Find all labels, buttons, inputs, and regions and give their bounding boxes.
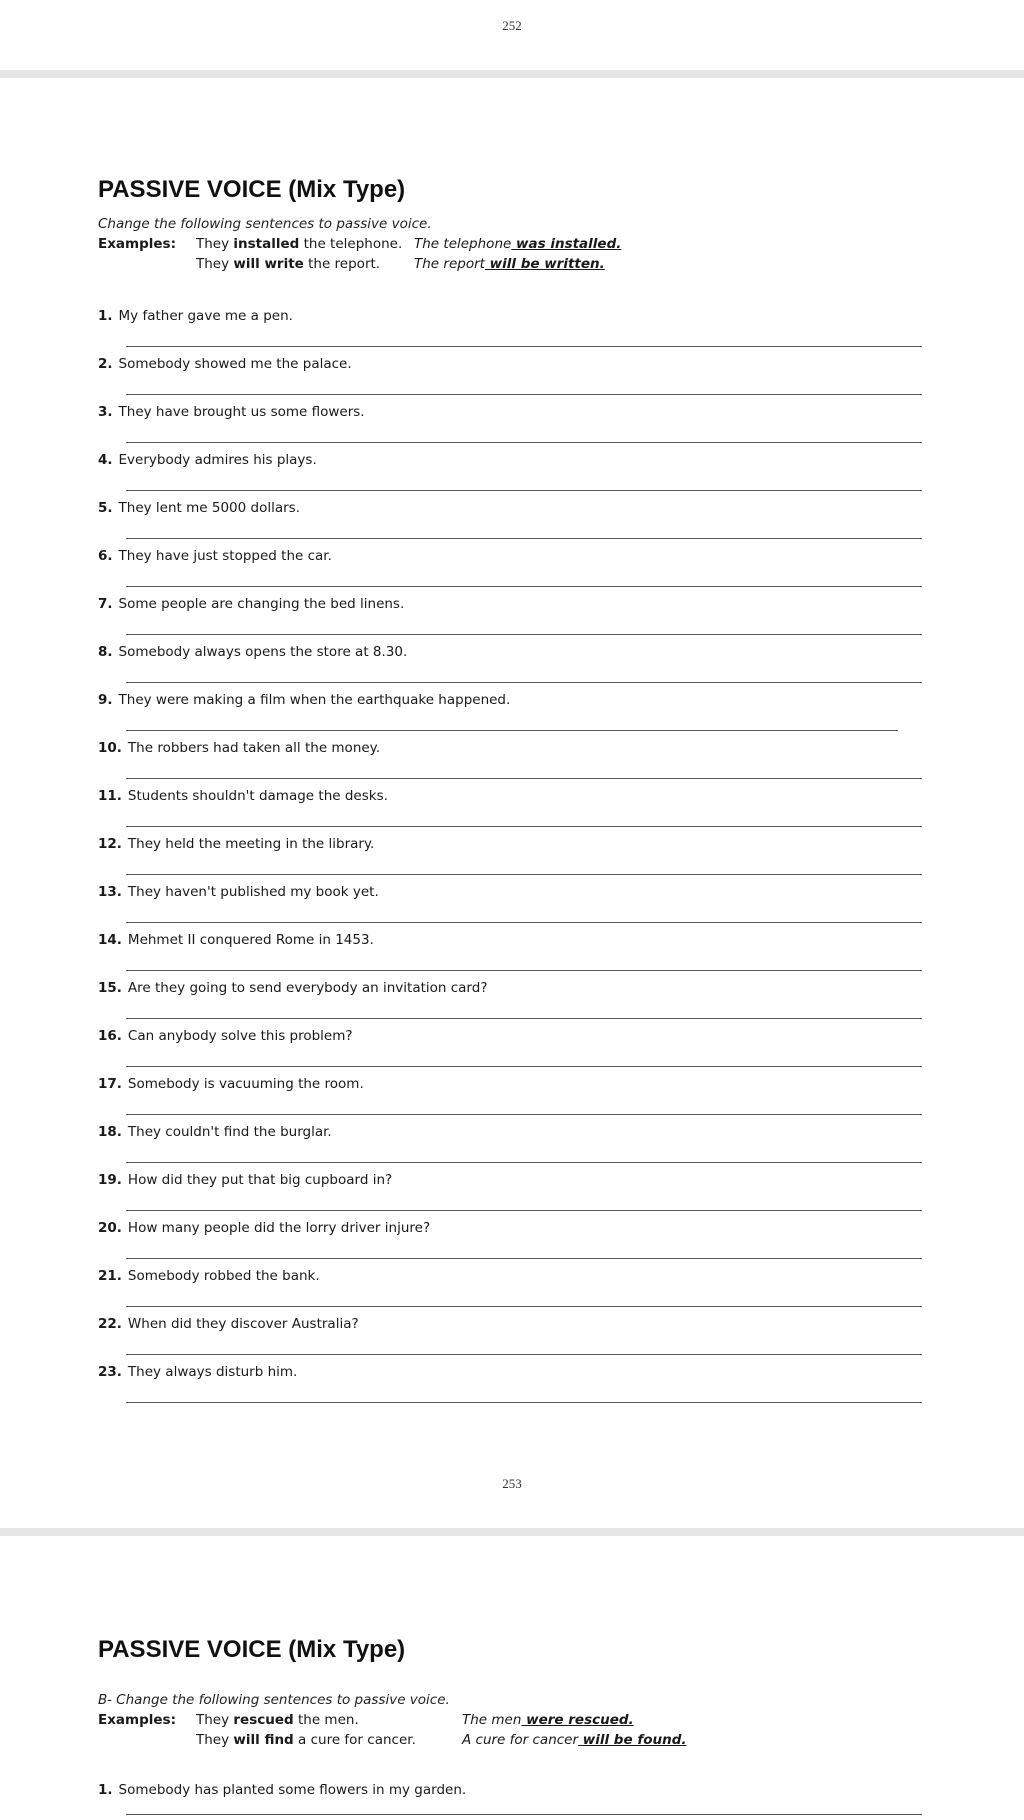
question-text: Somebody has planted some flowers in my garden.	[118, 1782, 467, 1798]
answer-line[interactable]	[126, 1018, 922, 1019]
examples-label: Examples:	[98, 1712, 176, 1728]
answer-line[interactable]	[126, 1354, 922, 1355]
question-number: 9.	[98, 692, 113, 708]
question-item	[98, 548, 332, 564]
page-number: 253	[502, 1476, 522, 1491]
question-text: When did they discover Australia?	[127, 1316, 359, 1332]
example-answer	[462, 1712, 634, 1728]
question-text: Somebody showed me the palace.	[118, 356, 352, 372]
answer-line[interactable]	[126, 778, 922, 779]
question-text: They couldn't find the burglar.	[127, 1124, 332, 1140]
question-text: Students shouldn't damage the desks.	[127, 788, 388, 804]
example-text: They	[196, 1732, 234, 1748]
example-sentence	[196, 1712, 359, 1728]
example-answer-verb: will be found.	[578, 1732, 687, 1748]
page-title: PASSIVE VOICE (Mix Type)	[98, 1636, 406, 1663]
question-item	[98, 788, 388, 804]
question-number: 8.	[98, 644, 113, 660]
question-item	[98, 596, 404, 612]
example-verb: will find	[233, 1732, 294, 1748]
example-answer	[462, 1732, 686, 1748]
instruction: B- Change the following sentences to passive voice.	[98, 1692, 450, 1708]
example-sentence	[196, 256, 380, 272]
question-item	[98, 308, 293, 324]
question-number: 1.	[98, 308, 113, 324]
question-text: Everybody admires his plays.	[118, 452, 317, 468]
answer-line[interactable]	[126, 634, 922, 635]
question-item	[98, 1028, 353, 1044]
example-text: a cure for cancer.	[293, 1732, 416, 1748]
example-sentence	[196, 1732, 416, 1748]
question-text: They always disturb him.	[127, 1364, 298, 1380]
question-text: They have brought us some flowers.	[118, 404, 365, 420]
example-text: They	[196, 1712, 234, 1728]
answer-line[interactable]	[126, 970, 922, 971]
question-item	[98, 836, 374, 852]
question-item	[98, 1316, 359, 1332]
question-item	[98, 932, 374, 948]
answer-line[interactable]	[126, 730, 898, 731]
answer-line[interactable]	[126, 1114, 922, 1115]
question-number: 6.	[98, 548, 113, 564]
answer-line[interactable]	[126, 1162, 922, 1163]
answer-line[interactable]	[126, 826, 922, 827]
question-number: 17.	[98, 1076, 122, 1092]
question-item	[98, 644, 407, 660]
example-text: They	[196, 236, 234, 252]
instruction: Change the following sentences to passive voice.	[98, 216, 432, 232]
example-answer-subject: The telephone	[414, 236, 512, 252]
question-number: 15.	[98, 980, 122, 996]
question-text: My father gave me a pen.	[118, 308, 293, 324]
question-number: 18.	[98, 1124, 122, 1140]
question-number: 7.	[98, 596, 113, 612]
question-item	[98, 1124, 332, 1140]
answer-line[interactable]	[126, 586, 922, 587]
question-text: They have just stopped the car.	[118, 548, 332, 564]
answer-line[interactable]	[126, 922, 922, 923]
example-answer-subject: The report	[414, 256, 485, 272]
question-number: 20.	[98, 1220, 122, 1236]
question-number: 11.	[98, 788, 122, 804]
question-item	[98, 1220, 430, 1236]
question-item	[98, 404, 365, 420]
example-sentence	[196, 236, 402, 252]
question-item	[98, 452, 317, 468]
answer-line[interactable]	[126, 1814, 922, 1815]
question-number: 4.	[98, 452, 113, 468]
example-text: the report.	[303, 256, 381, 272]
question-number: 22.	[98, 1316, 122, 1332]
question-item	[98, 692, 510, 708]
question-number: 3.	[98, 404, 113, 420]
example-answer-verb: was installed.	[511, 236, 622, 252]
question-text: Mehmet II conquered Rome in 1453.	[127, 932, 374, 948]
question-item	[98, 1782, 466, 1798]
page-title: PASSIVE VOICE (Mix Type)	[98, 176, 406, 203]
page-separator	[0, 1528, 1024, 1536]
question-item	[98, 740, 380, 756]
question-item	[98, 1268, 320, 1284]
question-text: Can anybody solve this problem?	[127, 1028, 353, 1044]
question-item	[98, 980, 488, 996]
question-text: How many people did the lorry driver injure?	[127, 1220, 431, 1236]
answer-line[interactable]	[126, 682, 922, 683]
page-number: 252	[502, 18, 522, 33]
question-number: 2.	[98, 356, 113, 372]
question-text: Some people are changing the bed linens.	[118, 596, 405, 612]
question-text: The robbers had taken all the money.	[127, 740, 381, 756]
example-answer-verb: were rescued.	[521, 1712, 634, 1728]
question-item	[98, 1364, 297, 1380]
answer-line[interactable]	[126, 538, 922, 539]
question-number: 19.	[98, 1172, 122, 1188]
question-item	[98, 1076, 364, 1092]
question-text: They were making a film when the earthquake happened.	[118, 692, 511, 708]
answer-line[interactable]	[126, 1066, 922, 1067]
question-text: They lent me 5000 dollars.	[118, 500, 300, 516]
question-text: Somebody robbed the bank.	[127, 1268, 320, 1284]
example-verb: installed	[233, 236, 300, 252]
example-text: the telephone.	[299, 236, 403, 252]
question-number: 1.	[98, 1782, 113, 1798]
question-number: 21.	[98, 1268, 122, 1284]
page-separator	[0, 70, 1024, 78]
question-text: They held the meeting in the library.	[127, 836, 375, 852]
example-answer-subject: The men	[462, 1712, 522, 1728]
example-answer	[414, 256, 605, 272]
answer-line[interactable]	[126, 1402, 922, 1403]
question-item	[98, 500, 300, 516]
question-number: 13.	[98, 884, 122, 900]
example-text: They	[196, 256, 234, 272]
answer-line[interactable]	[126, 346, 922, 347]
answer-line[interactable]	[126, 1306, 922, 1307]
question-number: 12.	[98, 836, 122, 852]
answer-line[interactable]	[126, 394, 922, 395]
answer-line[interactable]	[126, 442, 922, 443]
question-number: 14.	[98, 932, 122, 948]
example-answer	[414, 236, 621, 252]
question-text: Somebody always opens the store at 8.30.	[118, 644, 408, 660]
example-text: the men.	[293, 1712, 359, 1728]
question-number: 10.	[98, 740, 122, 756]
question-number: 16.	[98, 1028, 122, 1044]
question-text: They haven't published my book yet.	[127, 884, 379, 900]
answer-line[interactable]	[126, 1210, 922, 1211]
example-answer-subject: A cure for cancer	[462, 1732, 579, 1748]
example-verb: will write	[233, 256, 304, 272]
question-number: 5.	[98, 500, 113, 516]
question-text: Are they going to send everybody an invitation card?	[127, 980, 488, 996]
question-text: Somebody is vacuuming the room.	[127, 1076, 364, 1092]
answer-line[interactable]	[126, 490, 922, 491]
answer-line[interactable]	[126, 1258, 922, 1259]
example-answer-verb: will be written.	[484, 256, 605, 272]
question-item	[98, 356, 352, 372]
answer-line[interactable]	[126, 874, 922, 875]
question-number: 23.	[98, 1364, 122, 1380]
question-item	[98, 1172, 392, 1188]
question-text: How did they put that big cupboard in?	[127, 1172, 393, 1188]
question-item	[98, 884, 379, 900]
example-verb: rescued	[233, 1712, 294, 1728]
examples-label: Examples:	[98, 236, 176, 252]
